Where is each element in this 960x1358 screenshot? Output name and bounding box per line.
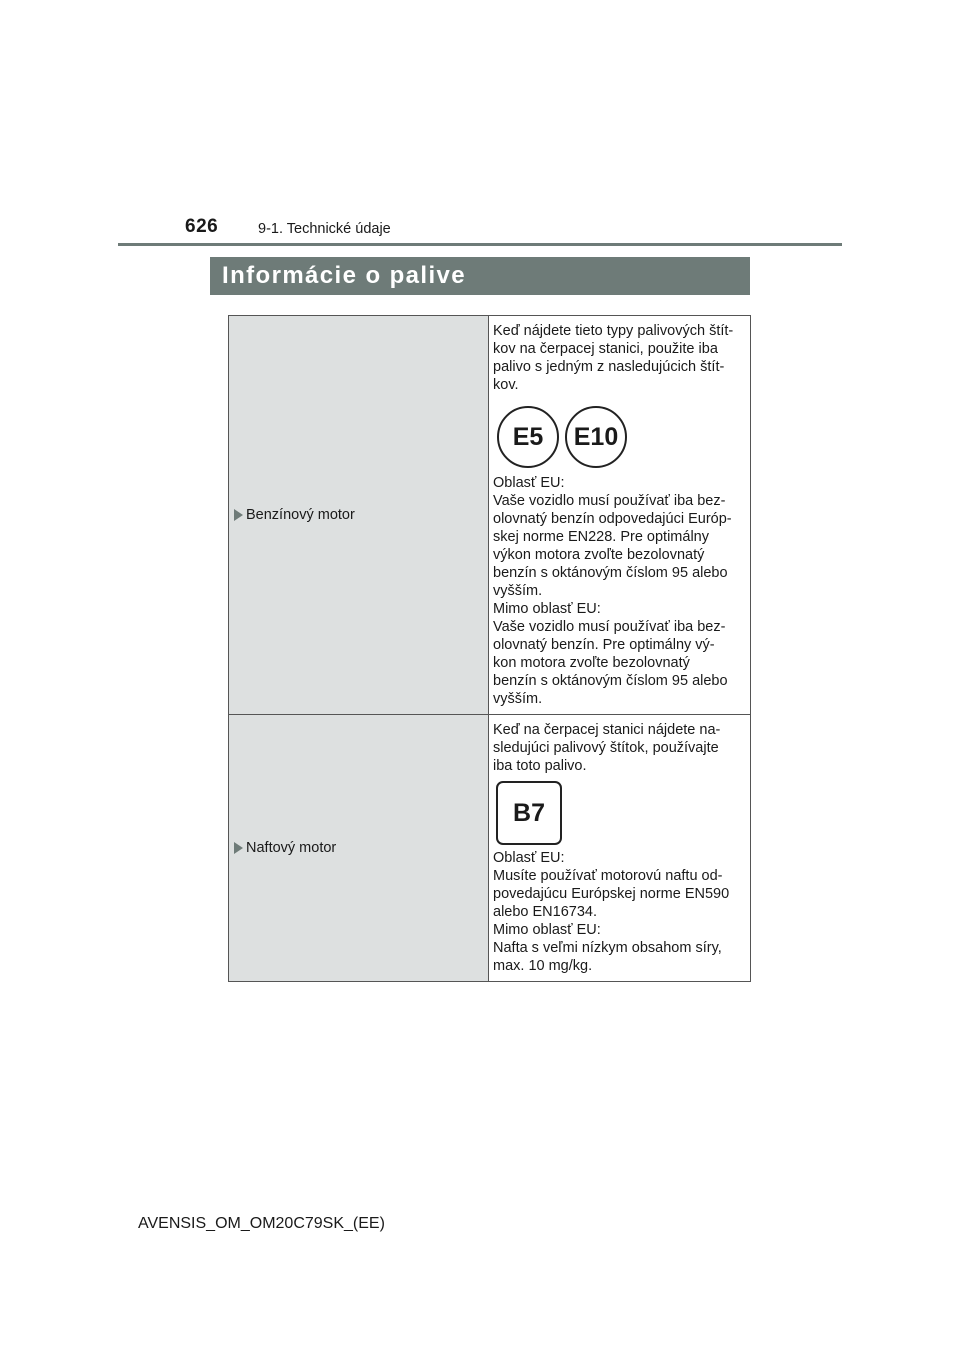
table-row-diesel <box>229 715 751 982</box>
table-row-gasoline <box>229 316 751 715</box>
engine-cell <box>229 316 489 715</box>
intro-text: Keď nájdete tieto typy palivových štít- kov na čerpacej stanici, použite iba palivo s jedným z nasledujúcich štít- kov. <box>493 323 734 393</box>
fuel-badges <box>497 406 746 468</box>
details-text: Oblasť EU: Musíte používať motorovú naftu od- povedajúcu Európskej norme EN590 alebo EN16734. Mimo oblasť EU: Nafta s veľmi nízkym obsahom síry, max. 10 mg/kg. <box>493 850 730 974</box>
engine-label <box>234 507 488 523</box>
description-cell <box>489 715 751 982</box>
title-bar <box>210 257 750 295</box>
header-divider <box>118 243 842 246</box>
details-text: Oblasť EU: Vaše vozidlo musí používať iba bez- olovnatý benzín odpovedajúci Európ- skej norme EN228. Pre optimálny výkon motora zvoľte bezolovnatý benzín s oktánovým číslom 95 alebo vyšším. Mimo oblasť EU: Vaše vozidlo musí používať iba bez- olovnatý benzín. Pre optimálny vý- kon motora zvoľte bezolovnatý benzín s oktánovým číslom 95 alebo vyšším. <box>493 475 732 707</box>
description-cell <box>489 316 751 715</box>
engine-label <box>234 840 488 856</box>
page-number: 626 <box>185 216 219 237</box>
engine-name: Benzínový motor <box>246 507 355 523</box>
section-label: 9-1. Technické údaje <box>258 221 391 237</box>
engine-name: Naftový motor <box>246 840 337 856</box>
triangle-right-icon <box>234 509 243 521</box>
fuel-label-e5-icon: E5 <box>497 406 559 468</box>
intro-text: Keď na čerpacej stanici nájdete na- sledujúci palivový štítok, používajte iba toto palivo. <box>493 722 721 774</box>
page-title: Informácie o palive <box>222 262 467 289</box>
document-code: AVENSIS_OM_OM20C79SK_(EE) <box>138 1215 385 1232</box>
fuel-info-table <box>228 315 751 982</box>
fuel-label-e10-icon: E10 <box>565 406 627 468</box>
engine-cell <box>229 715 489 982</box>
triangle-right-icon <box>234 842 243 854</box>
fuel-label-b7-icon: B7 <box>496 781 562 845</box>
